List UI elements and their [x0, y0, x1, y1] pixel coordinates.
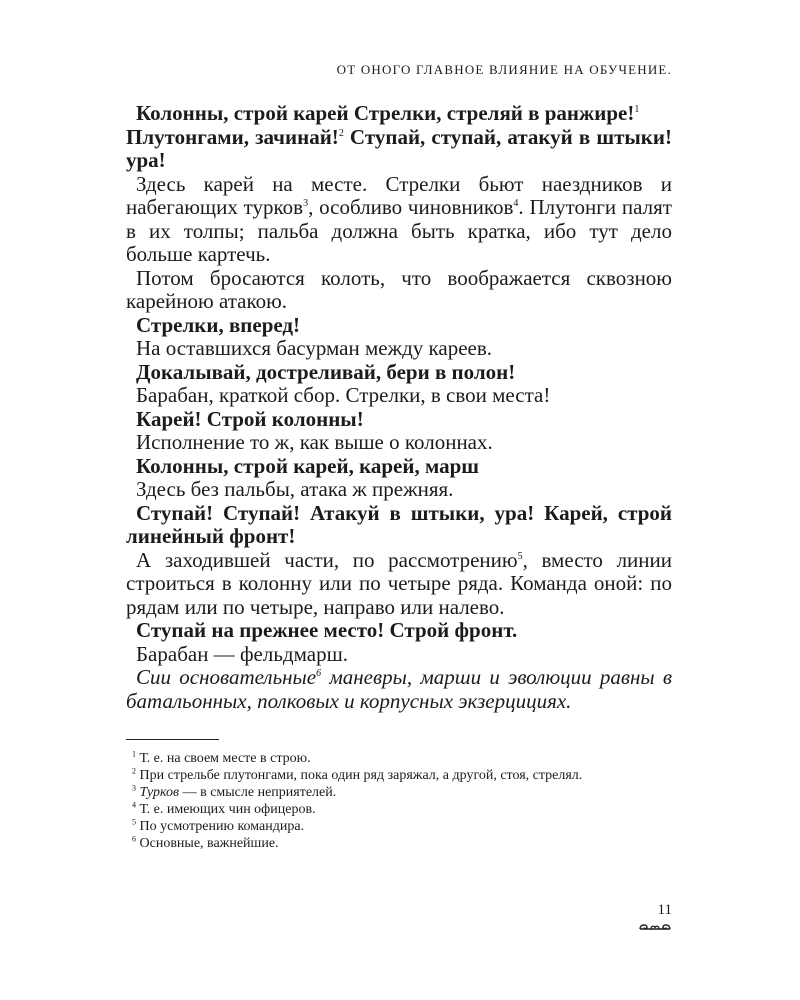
- text-span: Колонны, строй карей Стрелки, стреляй в ранжире!: [136, 101, 635, 125]
- footnote-text: Основные, важнейшие.: [139, 836, 279, 851]
- footnote-ref-1: 1: [634, 104, 640, 115]
- paragraph-13: Ступай! Ступай! Атакуй в штыки, ура! Карей, строй линейный фронт!: [126, 500, 672, 548]
- paragraph-3: [126, 173, 672, 267]
- paragraph-7: Докалывай, дострeливай, бери в полон!: [136, 359, 516, 384]
- main-text: [126, 102, 672, 713]
- text-span: А заходившей части, по рассмотрению: [136, 547, 518, 572]
- text-span: Ступай, ступай, атакуй в штыки! ура!: [126, 124, 673, 172]
- page-number: 11: [657, 902, 672, 918]
- book-page: [126, 60, 673, 918]
- footnote-number: 3: [132, 783, 136, 793]
- footnote-ref-5: 5: [517, 550, 523, 562]
- footnote-text: При стрельбе плутонгами, пока один ряд заряжал, а другой, стоя, стрелял.: [139, 768, 583, 783]
- footnote: [126, 784, 672, 801]
- footnote: [126, 750, 672, 767]
- footnote: [126, 767, 672, 784]
- paragraph-12: Здесь без пальбы, атака ж прежняя.: [136, 477, 454, 501]
- footnotes: [126, 750, 672, 852]
- paragraph-4: Потом бросаются колоть, что воображается сквозною карейною атакою.: [126, 265, 672, 313]
- footnote-number: 1: [132, 749, 136, 759]
- footnote: [126, 835, 672, 852]
- paragraph-11: Колонны, строй карей, карей, марш: [136, 453, 480, 478]
- text-span: Плутонгами, зачинай!: [126, 124, 339, 149]
- paragraph-6: На оставшихся басурман между кареев.: [136, 336, 493, 360]
- text-span: , вместо линии строиться в колонну или по четыре ряда. Команда оной: по рядам или по четыре, направо или налево.: [126, 547, 673, 619]
- footnote-term: Турков: [139, 785, 180, 800]
- footnote-number: 4: [132, 800, 136, 810]
- footnote-text: По усмотрению командира.: [139, 819, 305, 834]
- paragraph-1: [126, 102, 672, 126]
- footnote-number: 2: [132, 766, 136, 776]
- page-folio: [638, 902, 672, 931]
- footnote-ref-3: 3: [303, 198, 309, 209]
- footnote-text: — в смысле неприятелей.: [179, 785, 337, 800]
- paragraph-2: [126, 126, 672, 173]
- text-span: . Плутонги палят в их толпы; пальба должна быть кратка, ибо тут дело больше картечь.: [126, 195, 672, 266]
- paragraph-8: Барабан, краткой сбор. Стрелки, в свои места!: [136, 383, 551, 407]
- paragraph-9: Карей! Строй колонны!: [136, 406, 364, 431]
- paragraph-16: Барабан — фельдмарш.: [136, 641, 348, 666]
- paragraph-17: [126, 666, 672, 713]
- footnote-ref-2: 2: [338, 127, 344, 139]
- paragraph-14: [126, 549, 672, 620]
- footnote-ref-6: 6: [316, 668, 322, 679]
- footnote-ref-4: 4: [513, 198, 519, 209]
- footnote-text: Т. е. на своем месте в строю.: [139, 751, 311, 766]
- text-span: Здесь карей на месте. Стрелки бьют наездников и набегающих турков: [126, 171, 672, 219]
- footnote-divider: [126, 739, 219, 740]
- footnote: [126, 818, 672, 835]
- paragraph-15: Ступай на прежнее место! Строй фронт.: [136, 618, 518, 642]
- footnote: [126, 801, 672, 818]
- footnote-number: 5: [132, 817, 136, 827]
- footnote-number: 6: [132, 834, 136, 844]
- text-span: маневры, марши и эволюции равны в батальонных, полковых и корпусных экзерцициях.: [126, 665, 672, 713]
- footnote-text: Т. е. имеющих чин офицеров.: [139, 802, 316, 817]
- text-span: , особливо чиновников: [308, 195, 514, 219]
- scroll-ornament-icon: [638, 921, 672, 931]
- running-head: ОТ ОНОГО ГЛАВНОЕ ВЛИЯНИЕ НА ОБУЧЕНИЕ.: [336, 62, 672, 77]
- paragraph-10: Исполнение то ж, как выше о колоннах.: [136, 430, 493, 454]
- paragraph-5: Стрелки, вперед!: [136, 312, 301, 337]
- text-span: Сии основательные: [136, 665, 317, 689]
